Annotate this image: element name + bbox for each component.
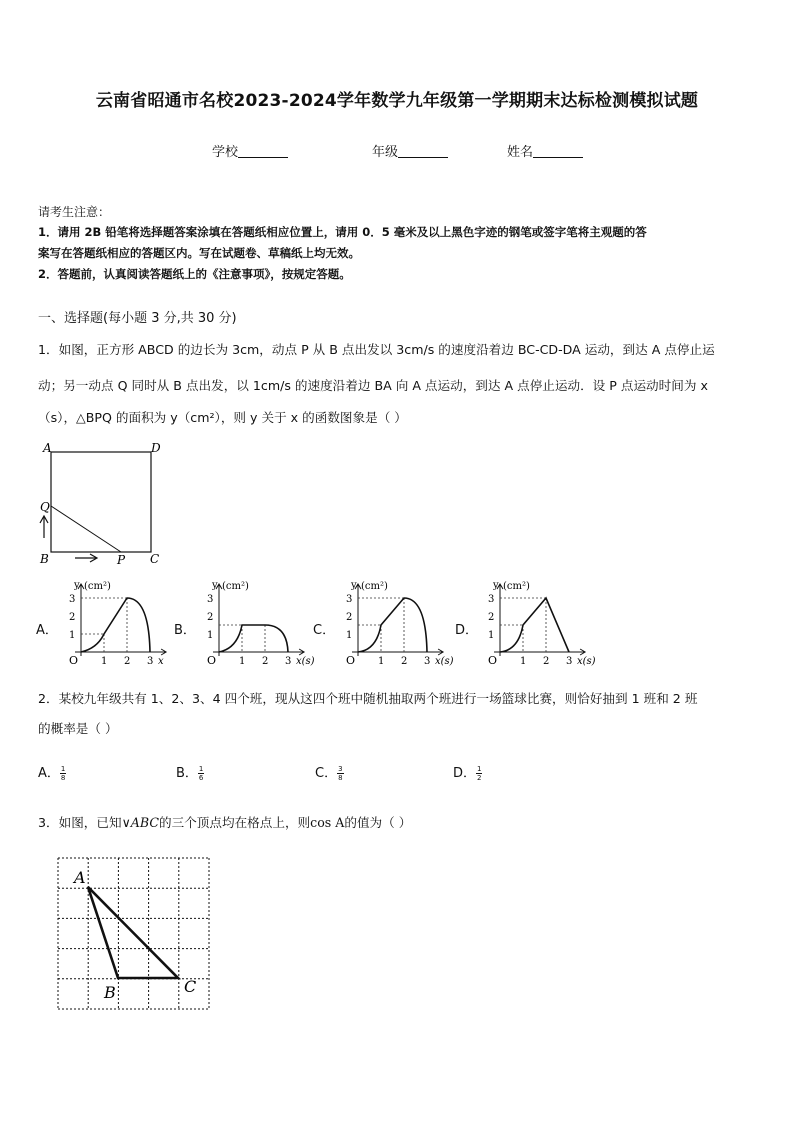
function-curve bbox=[500, 598, 569, 652]
fraction: $\frac{1}{6}$ bbox=[198, 765, 204, 782]
y-tick-1: 1 bbox=[346, 630, 353, 641]
square-abcd bbox=[51, 452, 151, 552]
label-c: C bbox=[184, 977, 197, 996]
notes-item2: 2．答题前，认真阅读答题纸上的《注意事项》，按规定答题。 bbox=[38, 267, 351, 281]
x-tick-1: 1 bbox=[520, 656, 527, 667]
x-axis-label: x bbox=[158, 656, 164, 667]
fraction: $\frac{1}{2}$ bbox=[477, 765, 482, 782]
q3-grid-figure bbox=[48, 850, 223, 1015]
name-field bbox=[507, 141, 583, 160]
origin-label: O bbox=[488, 654, 498, 667]
x-tick-2: 2 bbox=[543, 656, 550, 667]
x-tick-1: 1 bbox=[101, 656, 108, 667]
fraction: $\frac{3}{8}$ bbox=[338, 765, 343, 782]
notes-item1-line2: 案写在答题纸相应的答题区内。写在试题卷、草稿纸上均无效。 bbox=[38, 246, 360, 260]
unit-label: (cm²) bbox=[361, 581, 388, 592]
label-q: Q bbox=[40, 500, 50, 514]
option-letter: B． bbox=[174, 623, 196, 638]
y-axis-label: y bbox=[74, 580, 80, 591]
x-axis-label: x(s) bbox=[296, 656, 315, 667]
x-axis-label: x(s) bbox=[577, 656, 596, 667]
x-tick-3: 3 bbox=[566, 656, 573, 667]
x-tick-3: 3 bbox=[147, 656, 154, 667]
q1-line1: 1．如图，正方形 ABCD 的边长为 3cm，动点 P 从 B 点出发以 3cm/s 的速度沿着边 BC-CD-DA 运动，到达 A 点停止运 bbox=[38, 342, 715, 357]
option-letter: A． bbox=[36, 623, 58, 638]
y-tick-1: 1 bbox=[207, 630, 214, 641]
x-tick-2: 2 bbox=[401, 656, 408, 667]
segment-qp bbox=[51, 506, 121, 552]
q2-option-b[interactable]: B． $\frac{1}{6}$ bbox=[176, 765, 204, 782]
label-b: B bbox=[104, 983, 116, 1002]
label-a: A bbox=[43, 441, 52, 455]
name-label: 姓名 bbox=[507, 145, 534, 160]
unit-label: (cm²) bbox=[84, 581, 111, 592]
origin-label: O bbox=[69, 654, 79, 667]
q1-option-graph bbox=[200, 578, 330, 670]
page-title: 云南省昭通市名校2023-2024学年数学九年级第一学期期末达标检测模拟试题 bbox=[95, 91, 699, 111]
q1-line2: 动；另一动点 Q 同时从 B 点出发，以 1cm/s 的速度沿着边 BA 向 A 点运动，到达 A 点停止运动．设 P 点运动时间为 x bbox=[38, 378, 708, 393]
q1-option-graph bbox=[62, 578, 192, 670]
y-tick-3: 3 bbox=[346, 594, 353, 605]
y-tick-2: 2 bbox=[69, 612, 76, 623]
school-blank[interactable] bbox=[238, 143, 288, 158]
x-tick-2: 2 bbox=[124, 656, 131, 667]
y-tick-3: 3 bbox=[207, 594, 214, 605]
unit-label: (cm²) bbox=[503, 581, 530, 592]
q1-line3: （s），△BPQ 的面积为 y（cm²），则 y 关于 x 的函数图象是（ ） bbox=[38, 410, 407, 425]
grade-blank[interactable] bbox=[398, 143, 448, 158]
option-letter: D． bbox=[455, 623, 479, 638]
label-c: C bbox=[150, 552, 160, 566]
y-axis-label: y bbox=[493, 580, 499, 591]
y-tick-1: 1 bbox=[488, 630, 495, 641]
x-tick-3: 3 bbox=[424, 656, 431, 667]
y-tick-3: 3 bbox=[488, 594, 495, 605]
x-tick-1: 1 bbox=[378, 656, 385, 667]
name-blank[interactable] bbox=[533, 143, 583, 158]
notes-item1-line1: 1．请用 2B 铅笔将选择题答案涂填在答题纸相应位置上，请用 0．5 毫米及以上黑色字迹的钢笔或签字笔将主观题的答 bbox=[38, 225, 647, 239]
unit-label: (cm²) bbox=[222, 581, 249, 592]
q3-stem: 3．如图，已知∨ABC的三个顶点均在格点上，则cos A的值为（ ） bbox=[38, 815, 412, 830]
q1-option-graph bbox=[339, 578, 469, 670]
y-axis-label: y bbox=[212, 580, 218, 591]
y-tick-2: 2 bbox=[207, 612, 214, 623]
y-tick-1: 1 bbox=[69, 630, 76, 641]
label-b: B bbox=[40, 552, 49, 566]
grade-label: 年级 bbox=[372, 145, 399, 160]
section-title: 一、选择题(每小题 3 分,共 30 分) bbox=[38, 311, 237, 326]
function-curve bbox=[358, 598, 427, 652]
y-tick-2: 2 bbox=[488, 612, 495, 623]
y-tick-3: 3 bbox=[69, 594, 76, 605]
q1-square-figure bbox=[30, 437, 170, 572]
origin-label: O bbox=[207, 654, 217, 667]
origin-label: O bbox=[346, 654, 356, 667]
q1-option-graph bbox=[481, 578, 611, 670]
x-axis-label: x(s) bbox=[435, 656, 454, 667]
notes-heading: 请考生注意： bbox=[38, 205, 111, 219]
label-p: P bbox=[117, 553, 126, 567]
q3-cos: cos A bbox=[310, 815, 345, 830]
y-axis-label: y bbox=[351, 580, 357, 591]
q2-line1: 2．某校九年级共有 1、2、3、4 四个班，现从这四个班中随机抽取两个班进行一场篮球比赛，则恰好抽到 1 班和 2 班 bbox=[38, 691, 698, 706]
school-field bbox=[212, 141, 288, 160]
triangle-abc bbox=[88, 887, 178, 978]
fraction: $\frac{1}{8}$ bbox=[60, 765, 66, 782]
function-curve bbox=[219, 625, 288, 652]
q3-triangle: ∨ABC bbox=[121, 815, 160, 830]
q2-line2: 的概率是（ ） bbox=[38, 721, 118, 736]
q2-option-d[interactable]: D． $\frac{1}{2}$ bbox=[453, 765, 482, 782]
x-tick-1: 1 bbox=[239, 656, 246, 667]
label-a: A bbox=[74, 868, 86, 887]
x-tick-2: 2 bbox=[262, 656, 269, 667]
grade-field bbox=[372, 141, 448, 160]
x-tick-3: 3 bbox=[285, 656, 292, 667]
label-d: D bbox=[151, 441, 161, 455]
y-tick-2: 2 bbox=[346, 612, 353, 623]
school-label: 学校 bbox=[212, 145, 239, 160]
q2-option-c[interactable]: C． $\frac{3}{8}$ bbox=[315, 765, 343, 782]
option-letter: C． bbox=[313, 623, 336, 638]
function-curve bbox=[81, 598, 150, 652]
q2-option-a[interactable]: A． $\frac{1}{8}$ bbox=[38, 765, 66, 782]
